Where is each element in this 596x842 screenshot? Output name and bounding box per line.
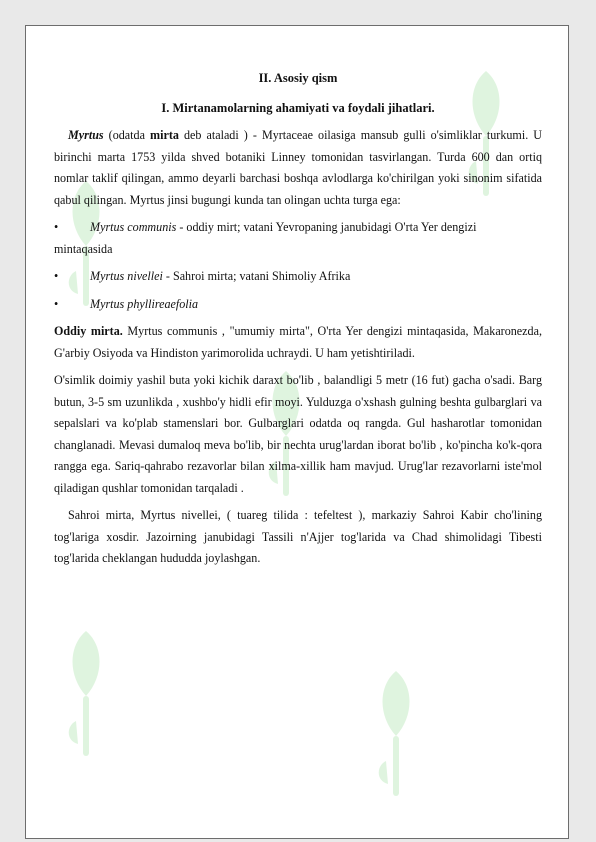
species-name: Myrtus communis xyxy=(90,220,177,234)
list-item xyxy=(54,294,542,316)
list-item: • Myrtus communis - oddiy mirt; vatani Yevropaning janubidagi O'rta Yer dengizi xyxy=(54,217,542,239)
leaf-logo-icon xyxy=(376,666,416,806)
paragraph-description: O'simlik doimiy yashil buta yoki kichik daraxt bo'lib , balandligi 5 metr (16 fut) gacha o'sadi. Barg butun, 3-5 sm uzunlikda , xushbo'y hidli efir moyi. Yulduzga o'xshash gulning beshta gulbarglari va sepalslari va ko'plab stamenslari bor. Gulbarglari odatda oq rangda. Gul hasharotlar tomonidan changlanadi. Mevasi dumaloq meva bo'lib, bir nechta urug'lardan iborat bo'lib , ko'pincha ko'k-qora rangga ega. Sariq-qahrabo rezavorlar bilan xilma-xillik ham mavjud. Urug'lar rezavorlarni iste'mol qiladigan qushlar tomonidan tarqaladi . xyxy=(54,373,542,495)
section-heading: II. Asosiy qism xyxy=(258,71,338,85)
list-item-continuation: mintaqasida xyxy=(54,241,113,256)
term-mirta: mirta xyxy=(150,128,179,142)
list-item: • Myrtus nivellei - Sahroi mirta; vatani Shimoliy Afrika xyxy=(54,266,542,288)
paragraph-sahara-myrtle: Sahroi mirta, Myrtus nivellei, ( tuareg tilida : tefeltest ), markaziy Sahroi Kabir cho'lining tog'lariga xosdir. Jazoirning janubidagi Tassili n'Ajjer tog'larida va Chad shimolidagi Tibesti tog'larida cheklangan hududda joylashgan. xyxy=(54,508,542,565)
paragraph-lead: Oddiy mirta. xyxy=(54,324,123,338)
bullet-symbol: • xyxy=(54,296,59,311)
species-name: Myrtus phyllireaefolia xyxy=(90,296,199,311)
subsection-heading: I. Mirtanamolarning ahamiyati va foydali jihatlari. xyxy=(161,100,435,115)
paragraph-common-myrtle: Oddiy mirta. Myrtus communis , "umumiy mirta", O'rta Yer dengizi mintaqasida, Makaronezda, G'arbiy Osiyoda va Hindiston yarimorolida uchraydi. U ham yetishtiriladi. xyxy=(54,324,542,360)
bullet-symbol: • xyxy=(54,220,59,234)
species-name: Myrtus nivellei xyxy=(90,269,163,283)
leaf-logo-icon xyxy=(66,626,106,766)
document-body xyxy=(54,68,542,570)
paragraph-intro: Myrtus (odatda mirta deb ataladi ) - Myrtaceae oilasiga mansub gulli o'simliklar turkumi. U birinchi marta 1753 yilda shved botaniki Linney tomonidan tasvirlangan. Turda 600 dan ortiq nomlar taklif qilingan, ammo deyarli barchasi boshqa avlodlarga ko'chirilgan yoki sinonim sifatida qabul qilingan. Myrtus jinsi bugungi kunda tan olingan uchta turga ega: xyxy=(54,128,543,207)
term-myrtus: Myrtus xyxy=(68,128,104,142)
document-page xyxy=(25,25,569,839)
bullet-symbol: • xyxy=(54,269,59,283)
